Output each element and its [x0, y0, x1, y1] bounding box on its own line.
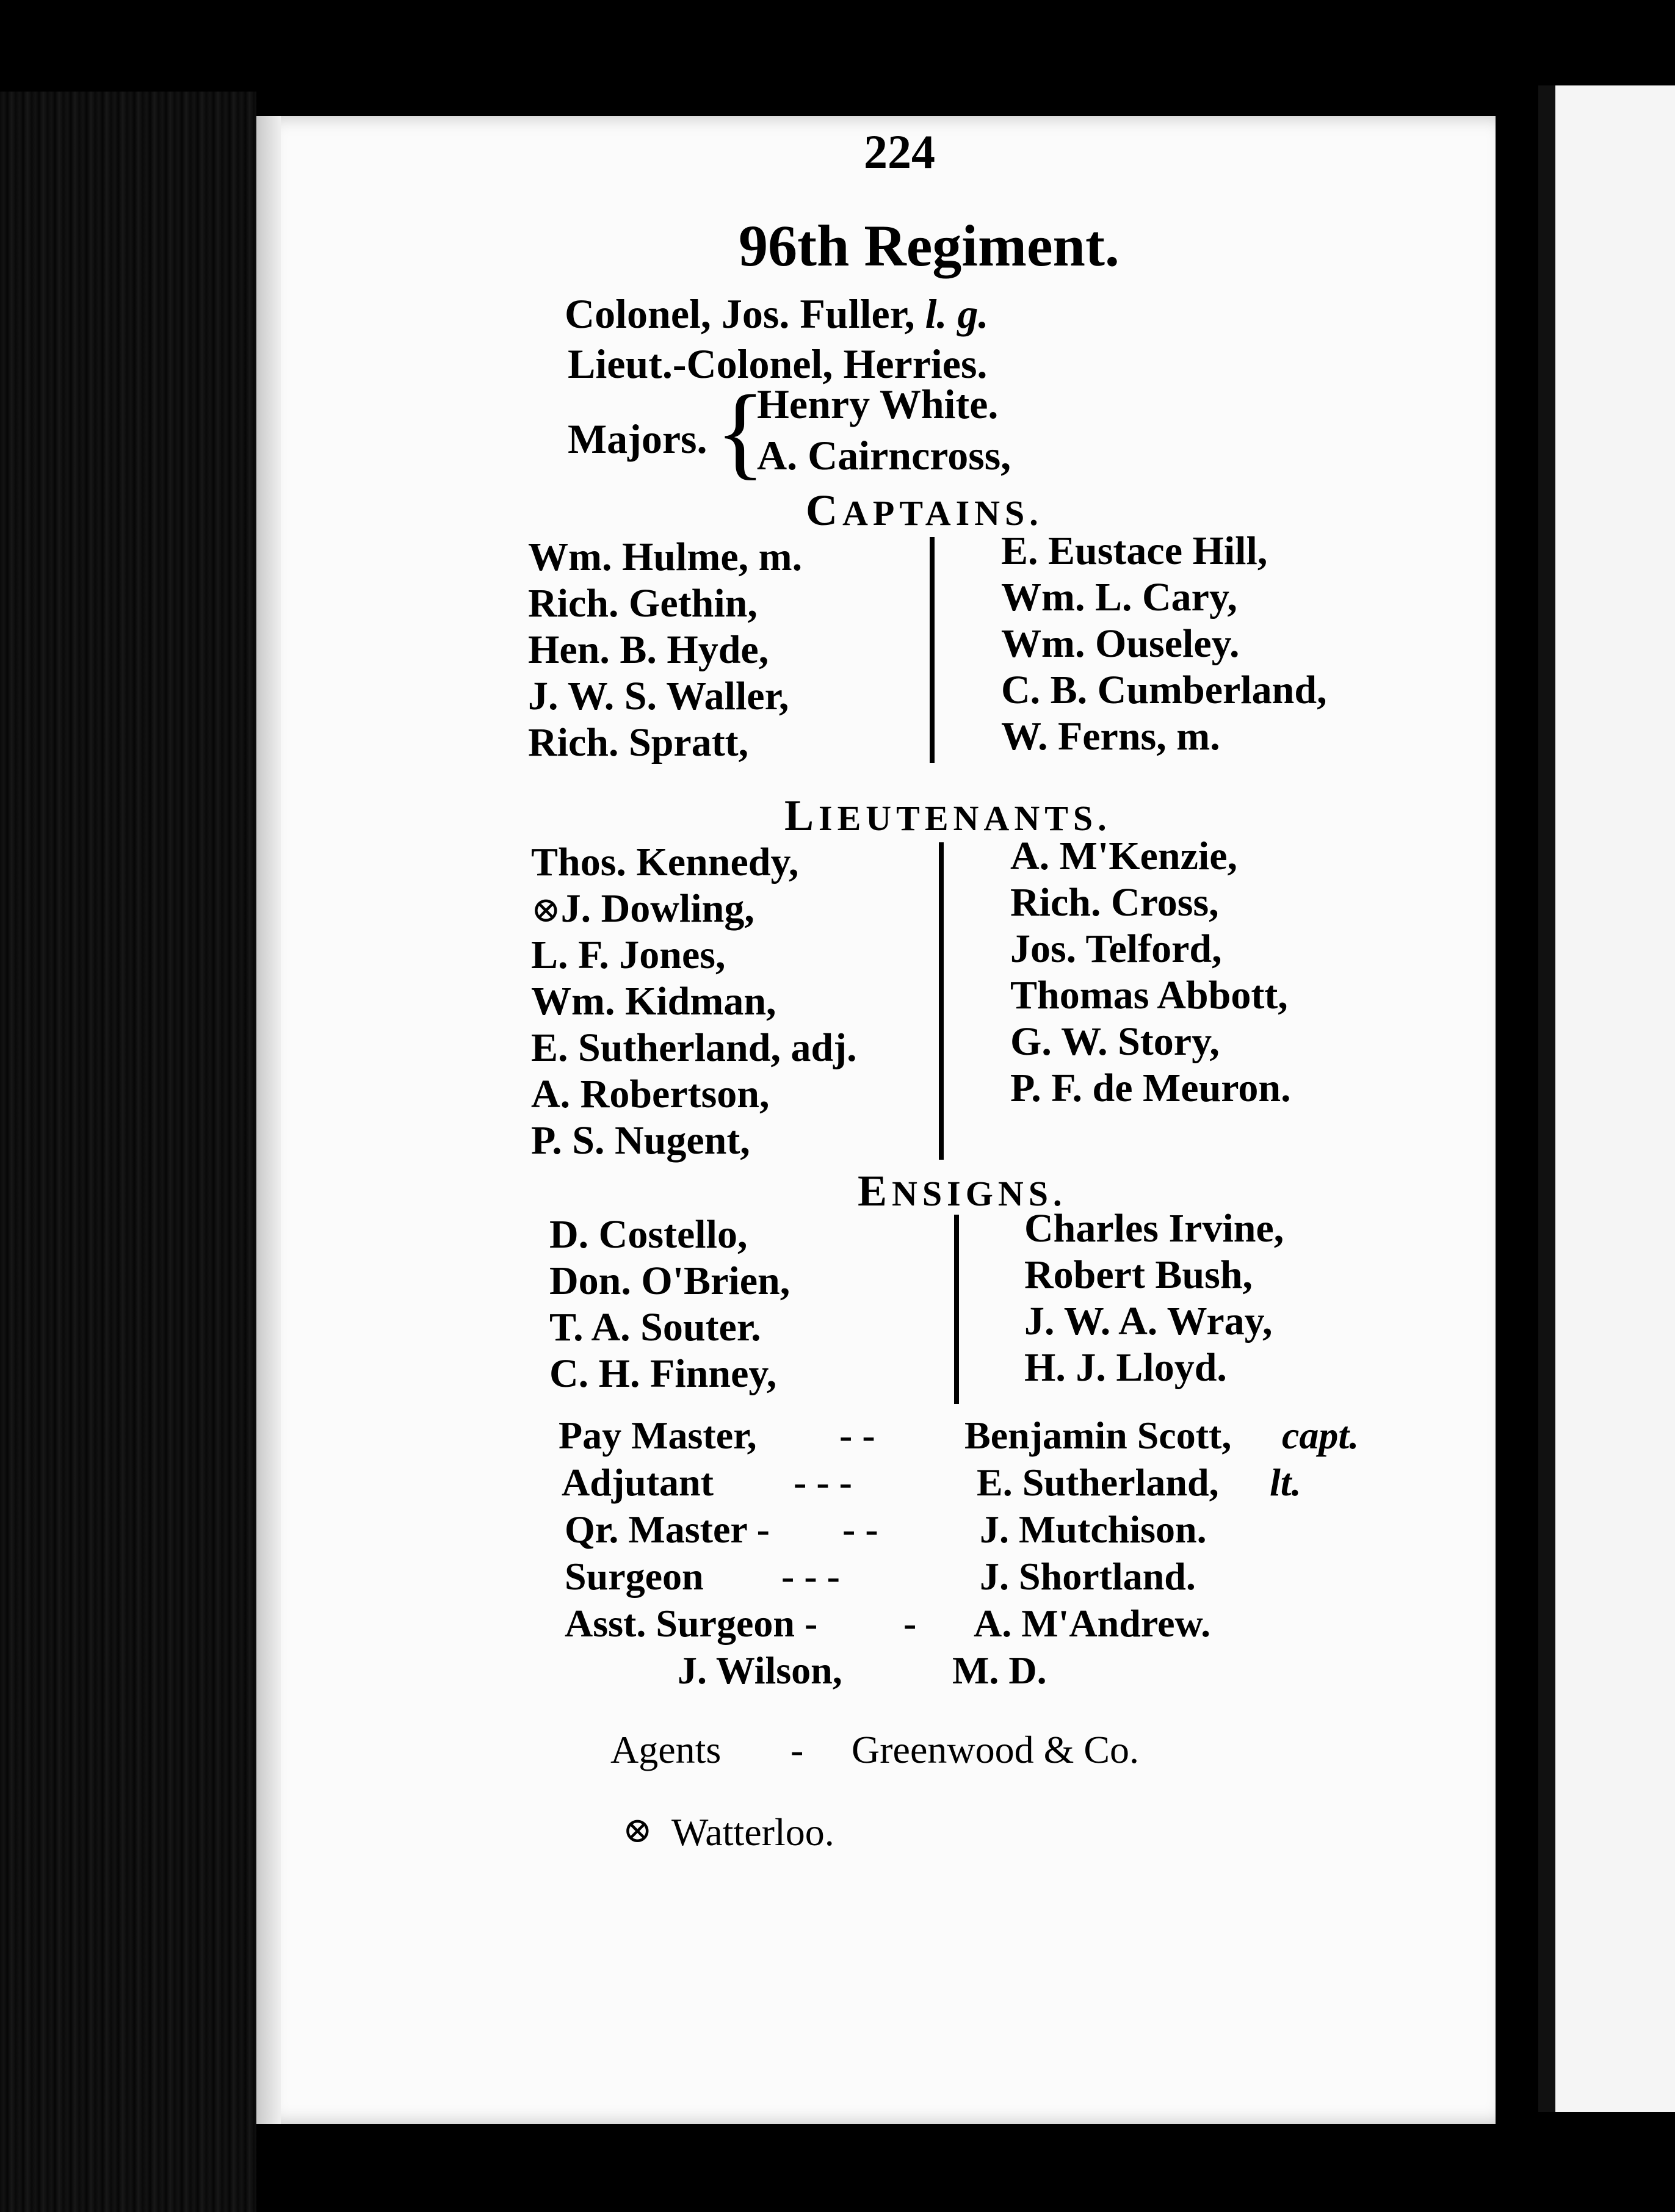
staff-role: J. Wilson,: [678, 1649, 842, 1692]
lieutenant-name: A. Robertson,: [531, 1072, 770, 1116]
staff-name: Benjamin Scott,: [964, 1414, 1232, 1457]
captains-right-column: [1001, 531, 1327, 763]
captain-name: E. Eustace Hill,: [1001, 529, 1268, 573]
ensigns-right-column: [1024, 1206, 1284, 1394]
staff-name: M. D.: [952, 1649, 1047, 1692]
staff-row: [256, 1463, 1496, 1509]
ensign-name: T. A. Souter.: [549, 1305, 761, 1350]
captain-name: C. B. Cumberland,: [1001, 668, 1327, 712]
lieutenant-name: A. M'Kenzie,: [1010, 834, 1238, 878]
lieutenant-name: Thos. Kennedy,: [531, 840, 799, 884]
colonel-line: [565, 291, 989, 337]
staff-row: [256, 1604, 1496, 1650]
staff-dashes: - -: [842, 1508, 878, 1551]
major-name: Henry White.: [757, 381, 999, 427]
lieutenant-name: ⊗J. Dowling,: [531, 886, 754, 931]
lieut-colonel-label: Lieut.-Colonel,: [568, 341, 833, 387]
staff-suffix: capt.: [1282, 1414, 1359, 1457]
staff-name: A. M'Andrew.: [974, 1602, 1211, 1645]
staff-row: [256, 1510, 1496, 1556]
colonel-name: Jos. Fuller,: [721, 291, 915, 337]
colonel-label: Colonel,: [565, 291, 711, 337]
major-name: A. Cairncross,: [757, 432, 1011, 479]
page-number: 224: [864, 125, 935, 178]
captains-title: CAPTAINS.: [806, 486, 1043, 535]
agents-name: Greenwood & Co.: [852, 1728, 1140, 1771]
staff-row: [256, 1557, 1496, 1603]
staff-name: E. Sutherland,: [977, 1461, 1219, 1504]
page-content: [256, 116, 1496, 2124]
lieutenants-left-column: [531, 842, 857, 1167]
majors-brace: {: [715, 374, 765, 489]
colonel-suffix: l. g.: [925, 291, 989, 337]
staff-dashes: - - -: [794, 1461, 852, 1504]
lieutenant-name: Wm. Kidman,: [531, 979, 776, 1024]
majors-label: Majors.: [568, 416, 707, 462]
captain-name: Wm. Hulme, m.: [528, 535, 803, 579]
staff-role: Surgeon: [565, 1555, 704, 1598]
agents-dash: -: [790, 1728, 804, 1771]
ensign-name: Charles Irvine,: [1024, 1206, 1284, 1251]
ensign-name: D. Costello,: [549, 1212, 748, 1257]
ensign-name: Robert Bush,: [1024, 1252, 1253, 1297]
lieutenants-column-divider: [939, 842, 944, 1160]
ensigns-title: ENSIGNS.: [858, 1166, 1067, 1215]
footnote-text: Watterloo.: [671, 1810, 834, 1854]
waterloo-marker-icon: ⊗: [531, 890, 561, 930]
staff-name: J. Mutchison.: [980, 1508, 1207, 1551]
staff-role: Pay Master,: [559, 1414, 757, 1457]
staff-role: Qr. Master -: [565, 1508, 770, 1551]
staff-dashes: - -: [839, 1414, 875, 1457]
book-spine: [0, 92, 256, 2212]
lieutenants-title: LIEUTENANTS.: [784, 791, 1112, 840]
lieutenant-name: Jos. Telford,: [1010, 927, 1222, 971]
lieutenant-name: E. Sutherland, adj.: [531, 1025, 857, 1070]
captains-left-column: [528, 537, 802, 769]
staff-name: J. Shortland.: [980, 1555, 1196, 1598]
footnote-line: [256, 1810, 1496, 1859]
lieut-colonel-name: Herries.: [843, 341, 988, 387]
ensign-name: J. W. A. Wray,: [1024, 1299, 1273, 1343]
lieut-colonel-line: [568, 343, 987, 385]
staff-dashes: - - -: [781, 1555, 840, 1598]
captain-name: W. Ferns, m.: [1001, 714, 1220, 759]
ensign-name: C. H. Finney,: [549, 1351, 777, 1396]
lieutenant-name: P. S. Nugent,: [531, 1118, 750, 1163]
ensign-name: H. J. Lloyd.: [1024, 1345, 1227, 1390]
staff-role: Asst. Surgeon -: [565, 1602, 818, 1645]
captain-name: Wm. Ouseley.: [1001, 621, 1240, 666]
captain-name: Hen. B. Hyde,: [528, 627, 769, 672]
lieutenant-name: L. F. Jones,: [531, 933, 726, 977]
staff-row: [256, 1416, 1496, 1462]
staff-dashes: -: [903, 1602, 917, 1645]
captain-name: J. W. S. Waller,: [528, 674, 789, 718]
staff-row: [256, 1651, 1496, 1697]
agents-line: [256, 1730, 1496, 1777]
lieutenant-name: Thomas Abbott,: [1010, 973, 1288, 1017]
ensigns-left-column: [549, 1212, 790, 1400]
staff-suffix: lt.: [1270, 1461, 1301, 1504]
agents-label: Agents: [610, 1728, 722, 1771]
lieutenant-name: G. W. Story,: [1010, 1019, 1220, 1064]
waterloo-marker-icon: ⊗: [623, 1810, 653, 1850]
lieutenant-name: P. F. de Meuron.: [1010, 1066, 1291, 1110]
ensigns-column-divider: [954, 1215, 959, 1404]
captains-column-divider: [930, 537, 935, 763]
captain-name: Rich. Spratt,: [528, 720, 749, 765]
captain-name: Wm. L. Cary,: [1001, 575, 1237, 620]
ensign-name: Don. O'Brien,: [549, 1259, 790, 1303]
staff-role: Adjutant: [562, 1461, 714, 1504]
regiment-heading: 96th Regiment.: [739, 213, 1120, 278]
facing-page-edge: [1538, 85, 1675, 2112]
captain-name: Rich. Gethin,: [528, 581, 758, 626]
page-gutter: [1496, 92, 1538, 2124]
lieutenant-name: Rich. Cross,: [1010, 880, 1219, 925]
lieutenants-right-column: [1010, 836, 1291, 1115]
